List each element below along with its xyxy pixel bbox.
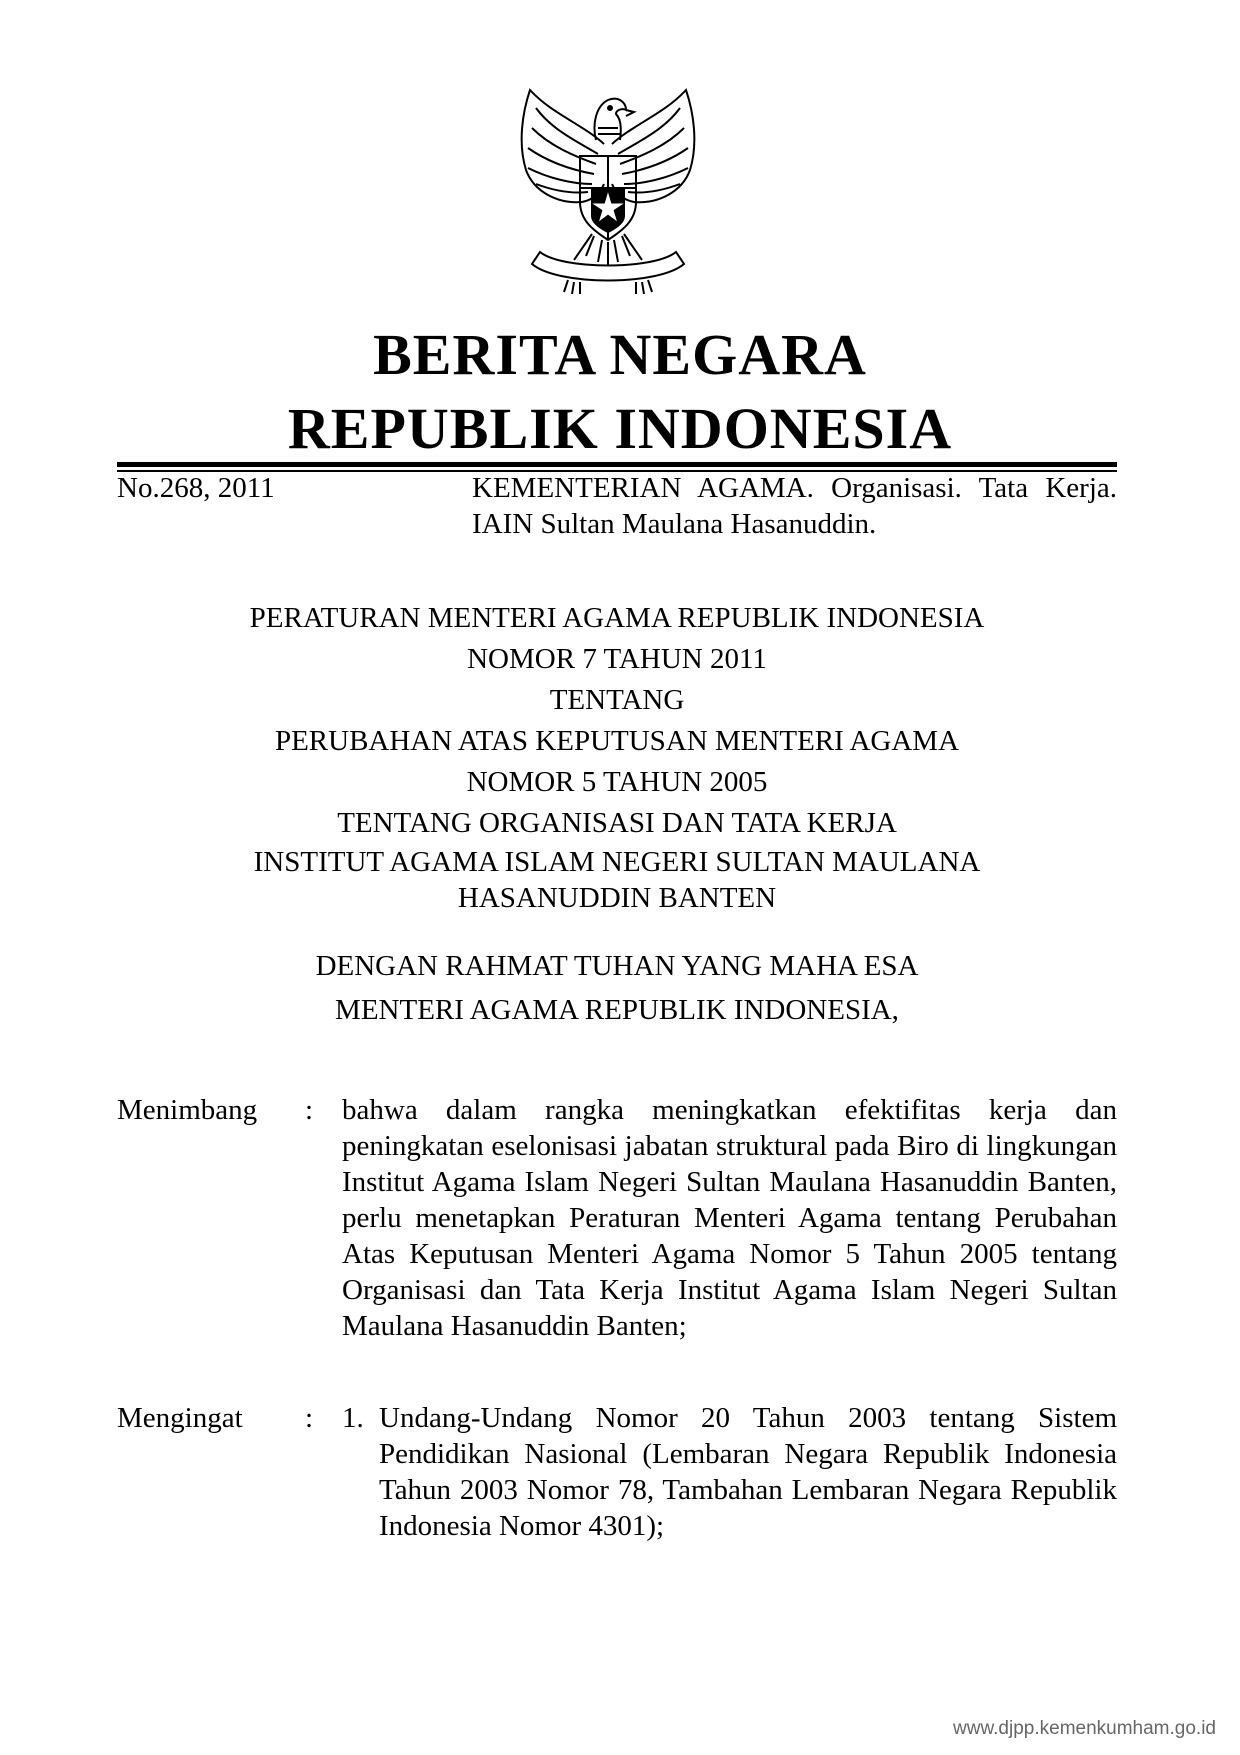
title-line: PERATURAN MENTERI AGAMA REPUBLIK INDONESIA <box>249 602 985 634</box>
issue-number: No.268, 2011 <box>117 472 275 504</box>
invocation-line: MENTERI AGAMA REPUBLIK INDONESIA, <box>335 994 899 1026</box>
clause-label: Mengingat <box>117 1402 243 1434</box>
clause-colon: : <box>305 1094 314 1126</box>
clause-text: bahwa dalam rangka meningkatkan efektifitas kerja dan peningkatan eselonisasi jabatan struktural pada Biro di lingkungan Institut Agama Islam Negeri Sultan Maulana Hasanuddin Banten, perlu menetapkan Peraturan Menteri Agama tentang Perubahan Atas Keputusan Menteri Agama Nomor 5 Tahun 2005 tentang Organisasi dan Tata Kerja Institut Agama Islam Negeri Sultan Maulana Hasanuddin Banten; <box>342 1094 1117 1342</box>
clause-colon: : <box>305 1402 314 1434</box>
issue-subject: KEMENTERIAN AGAMA. Organisasi. Tata Kerja. IAIN Sultan Maulana Hasanuddin. <box>472 472 1117 540</box>
masthead-divider <box>117 462 1117 467</box>
garuda-pancasila-emblem-icon <box>512 84 704 298</box>
clause-item-text: Undang-Undang Nomor 20 Tahun 2003 tentang Sistem Pendidikan Nasional (Lembaran Negara Republik Indonesia Tahun 2003 Nomor 78, Tambahan Lembaran Negara Republik Indonesia Nomor 4301); <box>379 1402 1117 1542</box>
source-watermark: www.djpp.kemenkumham.go.id <box>953 1718 1216 1739</box>
clause-label: Menimbang <box>117 1094 258 1126</box>
title-line: INSTITUT AGAMA ISLAM NEGERI SULTAN MAULANA <box>253 846 981 878</box>
title-line: TENTANG ORGANISASI DAN TATA KERJA <box>337 807 897 839</box>
title-line: NOMOR 5 TAHUN 2005 <box>466 766 768 798</box>
title-line: TENTANG <box>549 684 685 716</box>
clause-item-number: 1. <box>342 1402 364 1434</box>
invocation-line: DENGAN RAHMAT TUHAN YANG MAHA ESA <box>315 950 919 982</box>
title-line: PERUBAHAN ATAS KEPUTUSAN MENTERI AGAMA <box>274 725 960 757</box>
masthead-title: BERITA NEGARA <box>373 322 867 387</box>
invocation <box>117 944 1117 1032</box>
masthead-subtitle: REPUBLIK INDONESIA <box>287 396 953 461</box>
title-line: NOMOR 7 TAHUN 2011 <box>467 643 767 675</box>
regulation-title <box>117 598 1117 916</box>
title-line: HASANUDDIN BANTEN <box>457 882 777 914</box>
